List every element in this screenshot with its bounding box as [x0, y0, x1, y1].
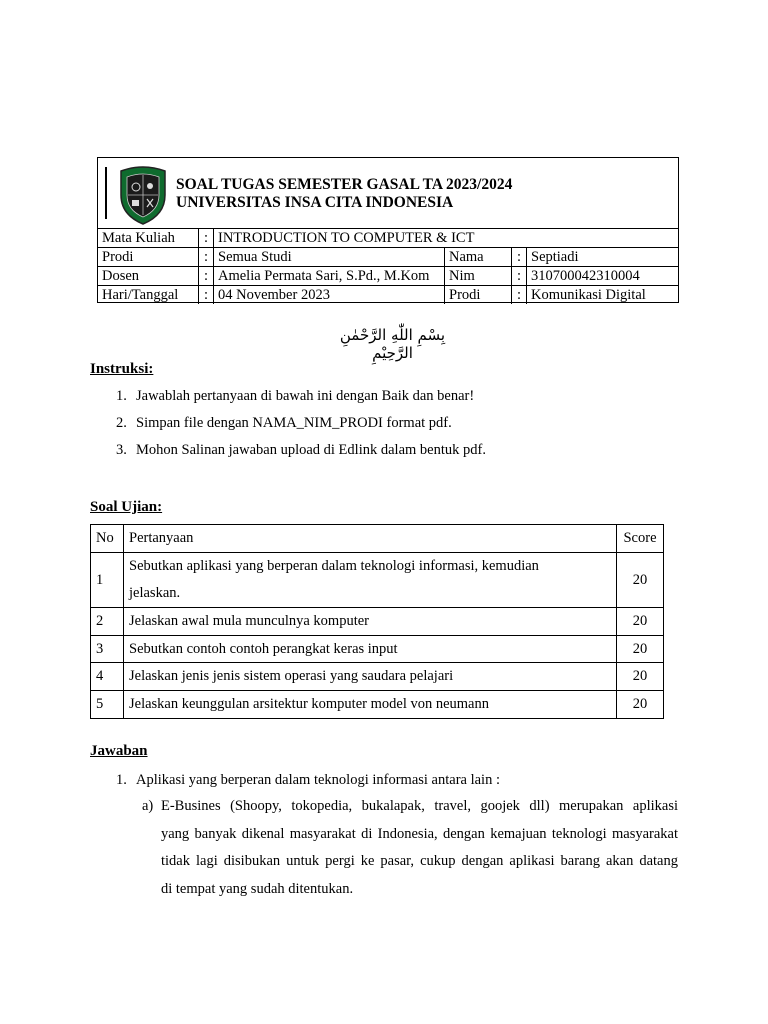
col-no-header: No [91, 525, 124, 553]
course-info-table [98, 229, 678, 304]
soal-table [90, 524, 664, 719]
colon: : [199, 267, 214, 286]
table-row [91, 608, 664, 636]
prodi-value: Semua Studi [214, 248, 445, 267]
jawaban-item [116, 772, 500, 789]
colon: : [199, 248, 214, 267]
list-number: 2. [116, 415, 127, 431]
question-line: Sebutkan aplikasi yang berperan dalam teknologi informasi, kemudian [129, 558, 539, 574]
paragraph-line: yang banyak dikenal masyarakat di Indonesia, dengan kemajuan teknologi masyarakat [161, 825, 678, 842]
row-score: 20 [617, 691, 664, 719]
info-row [98, 248, 678, 267]
list-number: 3. [116, 442, 127, 458]
list-text: Simpan file dengan NAMA_NIM_PRODI format pdf. [136, 415, 452, 431]
info-row [98, 267, 678, 286]
instruksi-item [116, 415, 452, 432]
document-title-line2: UNIVERSITAS INSA CITA INDONESIA [176, 194, 454, 211]
university-shield-logo-icon [118, 165, 168, 225]
jawaban-heading: Jawaban [90, 743, 148, 759]
colon: : [199, 229, 214, 248]
row-question [124, 553, 617, 608]
row-no: 4 [91, 663, 124, 691]
dosen-value: Amelia Permata Sari, S.Pd., M.Kom [214, 267, 445, 286]
nama-label: Nama [445, 248, 512, 267]
col-pertanyaan-header: Pertanyaan [124, 525, 617, 553]
sub-item-label: a) [142, 798, 154, 814]
tanggal-label: Hari/Tanggal [98, 286, 199, 305]
row-no: 1 [91, 553, 124, 608]
row-no: 5 [91, 691, 124, 719]
nim-label: Nim [445, 267, 512, 286]
list-number: 1. [116, 388, 127, 404]
table-row [91, 553, 664, 608]
question-line: jelaskan. [129, 585, 181, 601]
mata-kuliah-label: Mata Kuliah [98, 229, 199, 248]
row-no: 3 [91, 636, 124, 663]
instruksi-item [116, 388, 474, 405]
colon: : [199, 286, 214, 305]
row-score: 20 [617, 636, 664, 663]
prodi2-label: Prodi [445, 286, 512, 305]
soal-heading: Soal Ujian: [90, 499, 163, 515]
basmalah-calligraphy: بِسْمِ اللّٰهِ الرَّحْمٰنِ الرَّحِيْمِ [339, 326, 446, 362]
tanggal-value: 04 November 2023 [214, 286, 445, 305]
answer-paragraph [161, 793, 678, 903]
table-row [91, 636, 664, 663]
list-text: Jawablah pertanyaan di bawah ini dengan Baik dan benar! [136, 388, 475, 404]
prodi-label: Prodi [98, 248, 199, 267]
header-box [97, 157, 679, 303]
prodi2-value: Komunikasi Digital [527, 286, 679, 305]
row-no: 2 [91, 608, 124, 636]
row-score: 20 [617, 608, 664, 636]
instruksi-heading: Instruksi: [90, 361, 154, 377]
row-question: Jelaskan awal mula munculnya komputer [124, 608, 617, 636]
row-score: 20 [617, 663, 664, 691]
instruksi-item [116, 442, 486, 459]
paragraph-line: E-Busines (Shoopy, tokopedia, bukalapak, travel, goojek dll) merupakan aplikasi [161, 798, 678, 814]
info-row [98, 286, 678, 305]
colon: : [512, 267, 527, 286]
table-header-row [91, 525, 664, 553]
row-question: Sebutkan contoh contoh perangkat keras input [124, 636, 617, 663]
colon: : [512, 248, 527, 267]
header-vertical-rule [105, 167, 107, 219]
info-row [98, 229, 678, 248]
table-row [91, 663, 664, 691]
paragraph-line: di tempat yang sudah ditentukan. [161, 880, 354, 897]
row-question: Jelaskan keunggulan arsitektur komputer model von neumann [124, 691, 617, 719]
table-row [91, 691, 664, 719]
list-text: Aplikasi yang berperan dalam teknologi informasi antara lain : [136, 772, 500, 788]
header-title-area [98, 158, 678, 229]
mata-kuliah-value: INTRODUCTION TO COMPUTER & ICT [214, 229, 679, 248]
nama-value: Septiadi [527, 248, 679, 267]
col-score-header: Score [617, 525, 664, 553]
row-question: Jelaskan jenis jenis sistem operasi yang saudara pelajari [124, 663, 617, 691]
document-title-line1: SOAL TUGAS SEMESTER GASAL TA 2023/2024 [176, 176, 513, 193]
list-text: Mohon Salinan jawaban upload di Edlink dalam bentuk pdf. [136, 442, 486, 458]
list-number: 1. [116, 772, 127, 788]
nim-value: 310700042310004 [527, 267, 679, 286]
row-score: 20 [617, 553, 664, 608]
dosen-label: Dosen [98, 267, 199, 286]
colon: : [512, 286, 527, 305]
paragraph-line: tidak lagi disibukan untuk pergi ke pasar, cukup dengan aplikasi barang akan datang [161, 853, 678, 869]
